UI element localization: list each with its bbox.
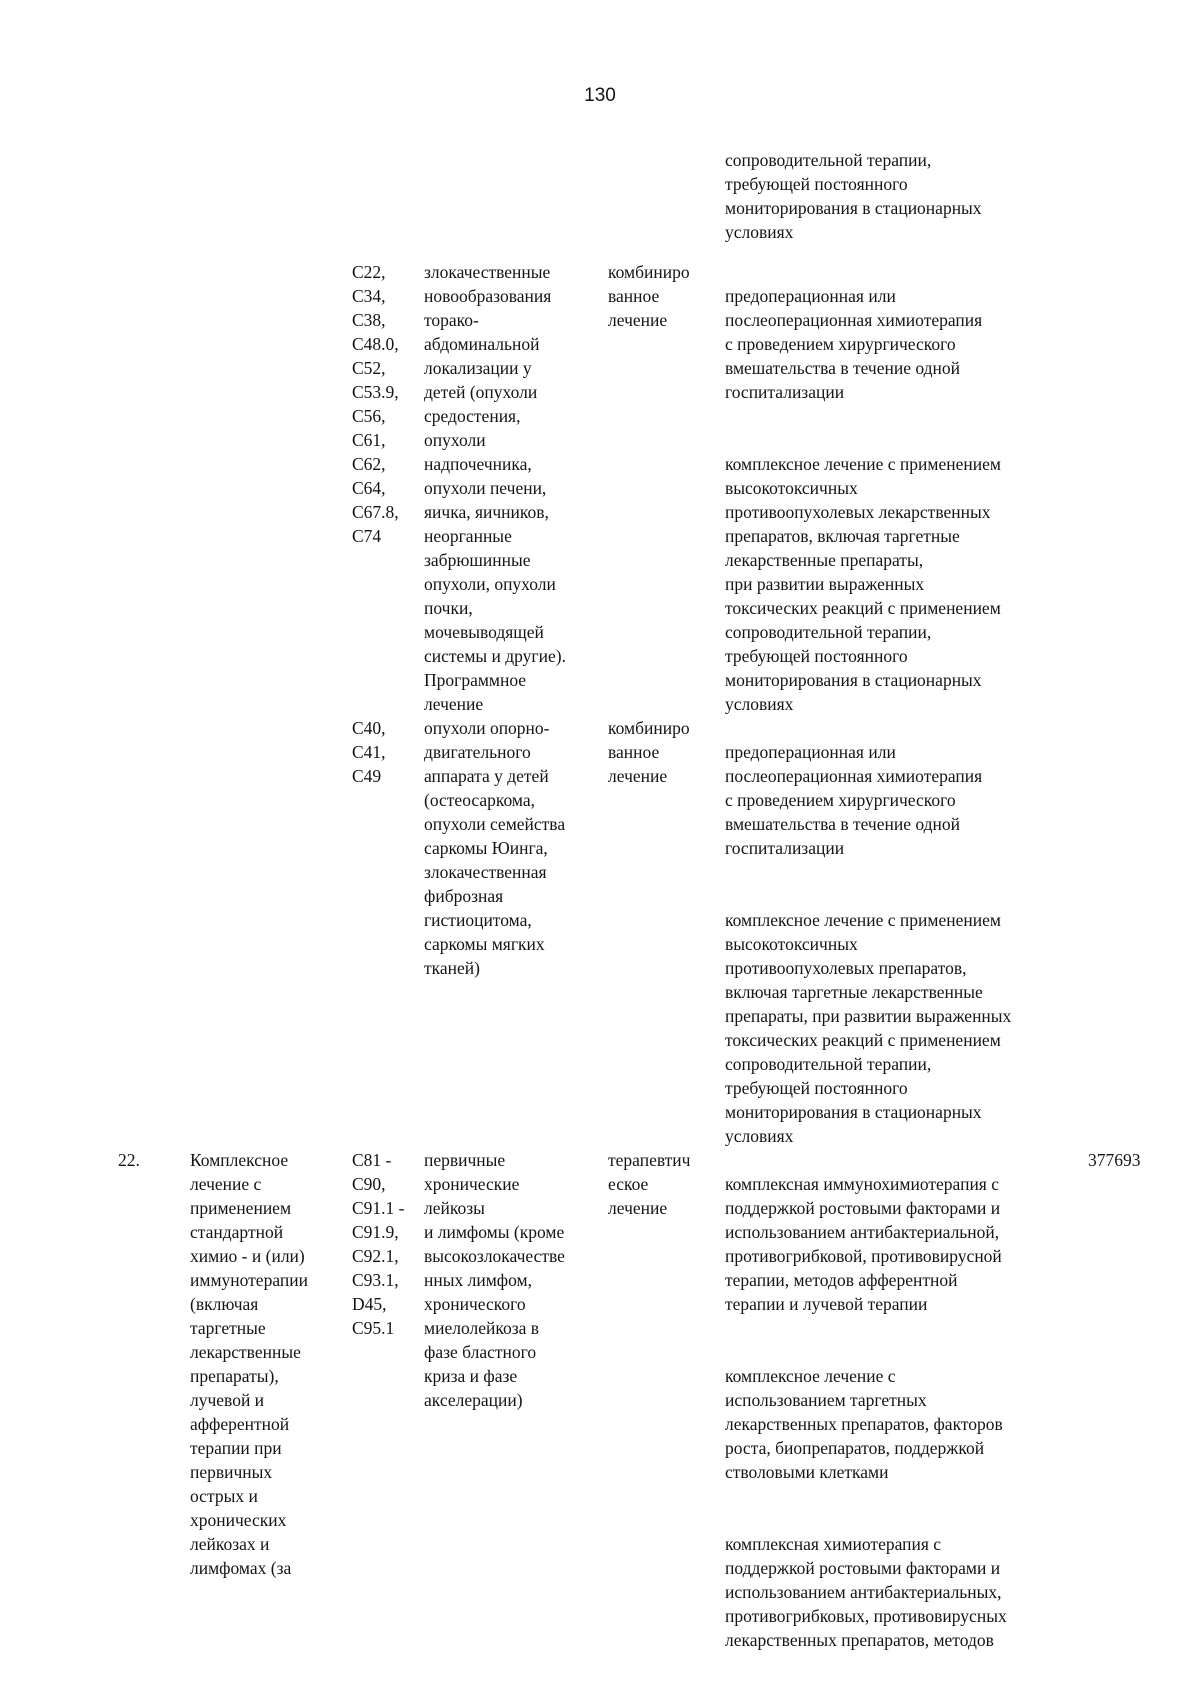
page-number: 130 [584,85,616,106]
patient-model: опухоли опорно- двигательного аппарата у детей (остеосаркома, опухоли семейства саркомы Юинга, злокачественная фиброзная гистиоцитома, саркомы мягких тканей) [424,718,566,978]
carryover-method-text: сопроводительной терапии, требующей постоянного мониторирования в стационарных условиях [725,150,982,242]
patient-model: злокачественные новообразования торако- абдоминальной локализации у детей (опухоли средостения, опухоли надпочечника, опухоли печени, яичка, яичников, неорганные забрюшинные опухоли, опухоли почки, мочевыводящей системы и другие). Программное лечение [424,262,566,714]
care-type-name: Комплексное лечение с применением стандартной химио - и (или) иммунотерапии (включая таргетные лекарственные препараты), лучевой и афферентной терапии при первичных острых и хронических лейкозах и лимфомах (за [190,1150,308,1578]
method-item: комплексная химиотерапия с поддержкой ростовыми факторами и использованием антибактериальных, противогрибковых, противовирусных лекарственных препаратов, методов [725,1534,1007,1650]
method-item: комплексное лечение с использованием таргетных лекарственных препаратов, факторов роста, биопрепаратов, поддержкой стволовыми клетками [725,1366,1003,1482]
method-item: комплексное лечение с применением высокотоксичных противоопухолевых лекарственных препаратов, включая таргетные лекарственные препараты, при развитии выраженных токсических реакций с применением сопроводительной терапии, требующей постоянного мониторирования в стационарных условиях [725,454,1001,714]
icd-codes: С40, С41, С49 [352,718,386,786]
method-item: комплексное лечение с применением высокотоксичных противоопухолевых препаратов, включая таргетные лекарственные препараты, при развитии выраженных токсических реакций с применением сопроводительной терапии, требующей постоянного мониторирования в стационарных условиях [725,910,1012,1146]
treatment-type: комбиниро ванное лечение [608,718,690,786]
cost-value: 377693 [1088,1150,1141,1170]
treatment-type: комбиниро ванное лечение [608,262,690,330]
row-number: 22. [118,1150,140,1170]
method-item: комплексная иммунохимиотерапия с поддержкой ростовыми факторами и использованием антибактериальной, противогрибковой, противовирусной терапии, методов афферентной терапии и лучевой терапии [725,1174,1002,1314]
icd-codes: С81 - С90, С91.1 - С91.9, С92.1, С93.1, D45, С95.1 [352,1150,405,1338]
treatment-methods [725,260,1075,740]
patient-model: первичные хронические лейкозы и лимфомы (кроме высокозлокачестве нных лимфом, хронического миелолейкоза в фазе бластного криза и фазе акселерации) [424,1150,565,1410]
treatment-methods [725,716,1075,1172]
method-item: предоперационная или послеоперационная химиотерапия с проведением хирургического вмешательства в течение одной госпитализации [725,742,983,858]
method-item: предоперационная или послеоперационная химиотерапия с проведением хирургического вмешательства в течение одной госпитализации [725,286,983,402]
treatment-type: терапевтич еское лечение [608,1150,691,1218]
icd-codes: С22, С34, С38, С48.0, С52, С53.9, С56, С61, С62, С64, С67.8, С74 [352,262,399,546]
treatment-methods [725,1148,1075,1676]
